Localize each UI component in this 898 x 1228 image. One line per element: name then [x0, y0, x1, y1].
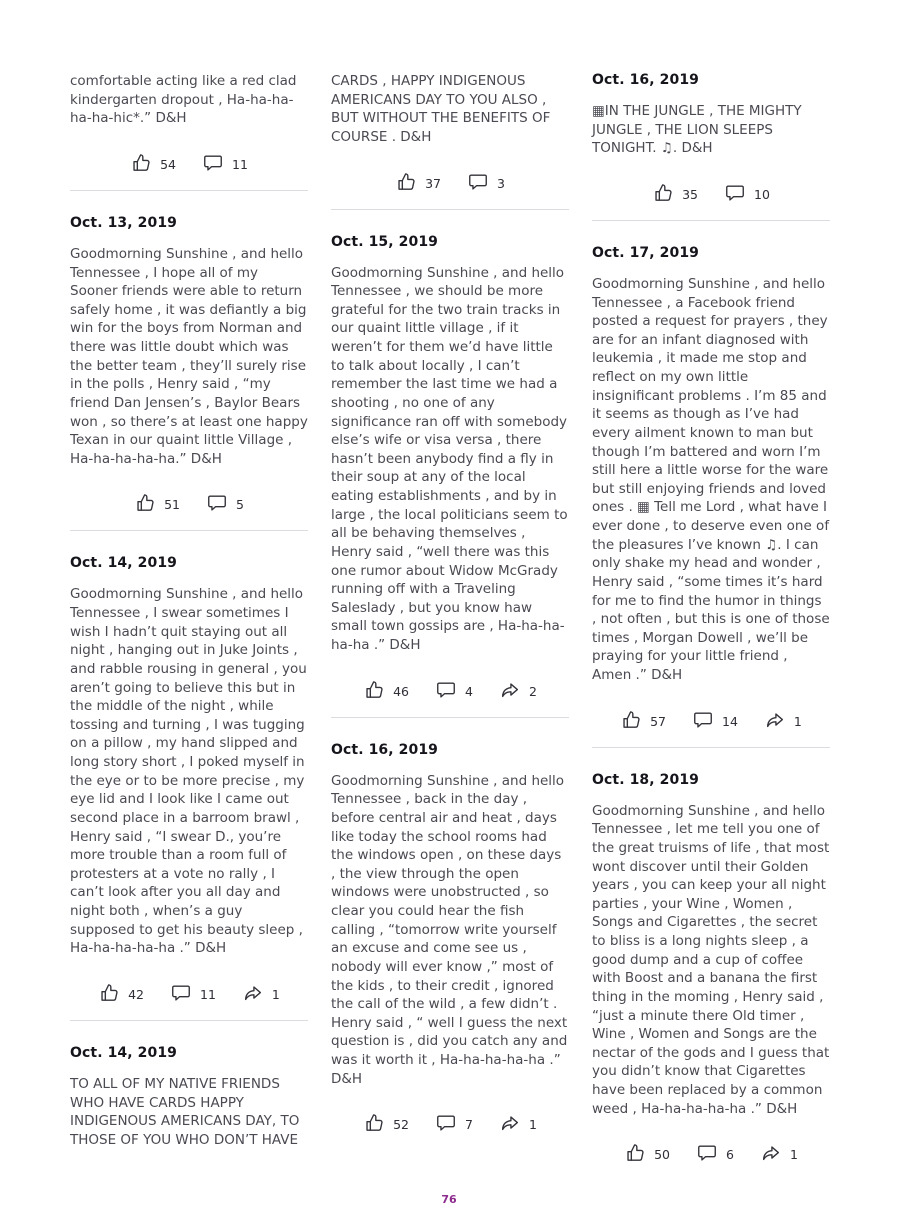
thumbs-up-icon [98, 982, 120, 1004]
post-text: Goodmorning Sunshine , and hello Tennessee , back in the day , before central air and heat , days like today the school rooms had the windows open , on these days , the view through the open windows were unobstructed , so clear you could hear the fish calling , “tomorrow write yourself an excuse and come see us , nobody will ever know ,” most of the kids , to their credit , ignored the call of the wild , a few didn’t . Henry said , “ well I guess the next question is , did you catch any and was it worth it , Ha-ha-ha-ha-ha .” D&H [331, 772, 568, 1087]
comment-stat [692, 709, 738, 731]
share-stat [764, 709, 802, 731]
share-count: 1 [789, 1147, 798, 1163]
post-text: comfortable acting like a red clad kindergarten dropout , Ha-ha-ha-ha-ha-hic*.” D&H [70, 73, 297, 127]
comment-count: 14 [722, 713, 738, 729]
post-stats [592, 709, 830, 731]
comment-stat [467, 171, 505, 193]
share-count: 1 [793, 713, 802, 729]
post-text: Goodmorning Sunshine , and hello Tennessee , let me tell you one of the great truisms of life , that most wont discover until their Golden years , you can keep your all night parties , your Wine , Women , Songs and Cigarettes , the secret to bliss is a long nights sleep , a good dump and a cup of coffee with Boost and a banana the first thing in the moming , Henry said , “just a minute there Old timer , Wine , Women and Songs are the nectar of the gods and I guess that you didn’t know that Cigarettes have been replaced by a common weed , Ha-ha-ha-ha-ha .” D&H [592, 802, 830, 1117]
post-text: TO ALL OF MY NATIVE FRIENDS WHO HAVE CARDS HAPPY INDIGENOUS AMERICANS DAY, TO THOSE OF YOU WHO DON’T HAVE [70, 1075, 300, 1148]
columns [70, 72, 830, 1168]
post [70, 1045, 308, 1150]
post [70, 215, 308, 532]
post-stats [331, 679, 569, 701]
comment-stat [170, 982, 216, 1004]
post-divider [331, 717, 569, 718]
speech-bubble-icon [724, 182, 746, 204]
post-text: ▦IN THE JUNGLE , THE MIGHTY JUNGLE , THE LION SLEEPS TONIGHT. ♫. D&H [592, 103, 802, 157]
thumbs-up-icon [652, 182, 674, 204]
share-count: 1 [271, 986, 280, 1002]
like-stat [98, 982, 144, 1004]
post-divider [592, 747, 830, 748]
thumbs-up-icon [395, 171, 417, 193]
comment-count: 5 [235, 497, 244, 513]
like-count: 54 [160, 156, 176, 172]
share-stat [242, 982, 280, 1004]
like-stat [395, 171, 441, 193]
thumbs-up-icon [620, 709, 642, 731]
thumbs-up-icon [130, 152, 152, 174]
column [331, 72, 569, 1138]
post-text: Goodmorning Sunshine , and hello Tennessee , I hope all of my Sooner friends were able to return safely home , it was defiantly a big win for the boys from Norman and there was little doubt which was the better team , they’ll surely rise in the polls , Henry said , “my friend Dan Jensen’s , Baylor Bears won , so there’s at least one happy Texan in our quaint little Village , Ha-ha-ha-ha-ha.” D&H [70, 245, 308, 467]
page-number: 76 [441, 1193, 457, 1206]
post-divider [70, 190, 308, 191]
post-date: Oct. 16, 2019 [331, 741, 439, 758]
share-stat [760, 1142, 798, 1164]
post-stats [331, 171, 569, 193]
like-count: 57 [650, 713, 667, 729]
post-stats [592, 182, 830, 204]
post [331, 234, 569, 718]
post-text: Goodmorning Sunshine , and hello Tennessee , I swear sometimes I wish I hadn’t quit staying out all night , hanging out in Juke Joints , and rabble rousing in general , you aren’t going to believe this but in the middle of the night , while tossing and turning , I was tugging on a pillow , my hand slipped and long story short , I poked myself in the eye or to be more precise , my eye lid and I look like I came out second place in a barroom brawl , Henry said , “I swear D., you’re more trouble than a room full of protesters at a vote no rally , I can’t look after you all day and night both , when’s a guy supposed to get his beauty sleep , Ha-ha-ha-ha-ha .” D&H [70, 586, 307, 957]
post-date: Oct. 13, 2019 [70, 214, 178, 231]
comment-stat [435, 679, 473, 701]
post [592, 72, 830, 221]
share-count: 1 [528, 1117, 537, 1133]
post-stats [70, 982, 308, 1004]
like-count: 35 [682, 186, 698, 202]
post-divider [331, 209, 569, 210]
post-stats [70, 492, 308, 514]
post [70, 555, 308, 1021]
like-count: 37 [425, 175, 441, 191]
comment-count: 6 [726, 1147, 734, 1163]
post [331, 72, 569, 210]
comment-stat [202, 152, 248, 174]
comment-stat [696, 1142, 734, 1164]
comment-stat [435, 1112, 473, 1134]
speech-bubble-icon [696, 1142, 718, 1164]
comment-count: 11 [232, 156, 248, 172]
share-stat [499, 679, 537, 701]
thumbs-up-icon [363, 1112, 385, 1134]
post-date: Oct. 17, 2019 [592, 244, 700, 261]
like-stat [620, 709, 666, 731]
share-count: 2 [528, 683, 537, 699]
like-stat [652, 182, 698, 204]
post-divider [70, 530, 308, 531]
speech-bubble-icon [202, 152, 224, 174]
like-count: 52 [393, 1117, 409, 1133]
comment-stat [206, 492, 244, 514]
like-stat [134, 492, 180, 514]
comment-stat [724, 182, 770, 204]
post-date: Oct. 16, 2019 [592, 72, 700, 88]
like-count: 42 [128, 986, 145, 1002]
post-divider [70, 1020, 308, 1021]
forward-arrow-icon [760, 1142, 782, 1164]
like-stat [624, 1142, 670, 1164]
post [592, 245, 830, 748]
post-date: Oct. 14, 2019 [70, 1044, 178, 1061]
like-stat [363, 679, 409, 701]
like-stat [363, 1112, 409, 1134]
comment-count: 4 [465, 683, 473, 699]
column [592, 72, 830, 1168]
post-divider [592, 220, 830, 221]
speech-bubble-icon [467, 171, 489, 193]
forward-arrow-icon [242, 982, 264, 1004]
like-count: 50 [654, 1147, 670, 1163]
comment-count: 7 [465, 1117, 473, 1133]
share-stat [499, 1112, 537, 1134]
thumbs-up-icon [363, 679, 385, 701]
like-count: 51 [164, 497, 180, 513]
post-stats [592, 1142, 830, 1164]
comment-count: 11 [200, 986, 216, 1002]
speech-bubble-icon [692, 709, 714, 731]
speech-bubble-icon [206, 492, 228, 514]
thumbs-up-icon [134, 492, 156, 514]
speech-bubble-icon [435, 679, 457, 701]
comment-count: 10 [754, 186, 770, 202]
post-stats [331, 1112, 569, 1134]
post-date: Oct. 15, 2019 [331, 233, 439, 250]
speech-bubble-icon [435, 1112, 457, 1134]
forward-arrow-icon [764, 709, 786, 731]
post-text: Goodmorning Sunshine , and hello Tennessee , we should be more grateful for the two train tracks in our quaint little village , if it weren’t for them we’d have little to talk about locally , I can’t remember the last time we had a shooting , no one of any significance ran off with somebody else’s wife or visa versa , there hasn’t been anybody find a fly in their soup at any of the local eating establishments , and by in large , the local politicians seem to all be behaving themselves , Henry said , “well there was this one rumor about Widow McGrady running off with a Traveling Saleslady , but you know haw small town gossips are , Ha-ha-ha-ha-ha .” D&H [331, 264, 568, 653]
column [70, 72, 308, 1149]
thumbs-up-icon [624, 1142, 646, 1164]
forward-arrow-icon [499, 679, 521, 701]
post [592, 772, 830, 1165]
post [70, 72, 308, 191]
forward-arrow-icon [499, 1112, 521, 1134]
speech-bubble-icon [170, 982, 192, 1004]
post-text: Goodmorning Sunshine , and hello Tennessee , a Facebook friend posted a request for prayers , they are for an infant diagnosed with leukemia , it made me stop and reflect on my own little insignificant problems . I’m 85 and it seems as though as I’ve had every ailment known to man but though I’m battered and worn I’m still here a little worse for the ware but still enjoying friends and loved ones . ▦ Tell me Lord , what have I ever done , to deserve even one of the pleasures I’ve known ♫. I can only shake my head and wonder , Henry said , “some times it’s hard for me to find the humor in things , not often , but this is one of those times , Morgan Dowell , we’ll be praying for your little friend , Amen .” D&H [592, 275, 830, 683]
post [331, 742, 569, 1135]
post-stats [70, 152, 308, 174]
post-date: Oct. 18, 2019 [592, 771, 700, 788]
like-count: 46 [393, 683, 409, 699]
post-date: Oct. 14, 2019 [70, 555, 178, 572]
post-text: CARDS , HAPPY INDIGENOUS AMERICANS DAY TO YOU ALSO , BUT WITHOUT THE BENEFITS OF COURSE . D&H [331, 73, 551, 145]
comment-count: 3 [496, 175, 505, 191]
like-stat [130, 152, 176, 174]
